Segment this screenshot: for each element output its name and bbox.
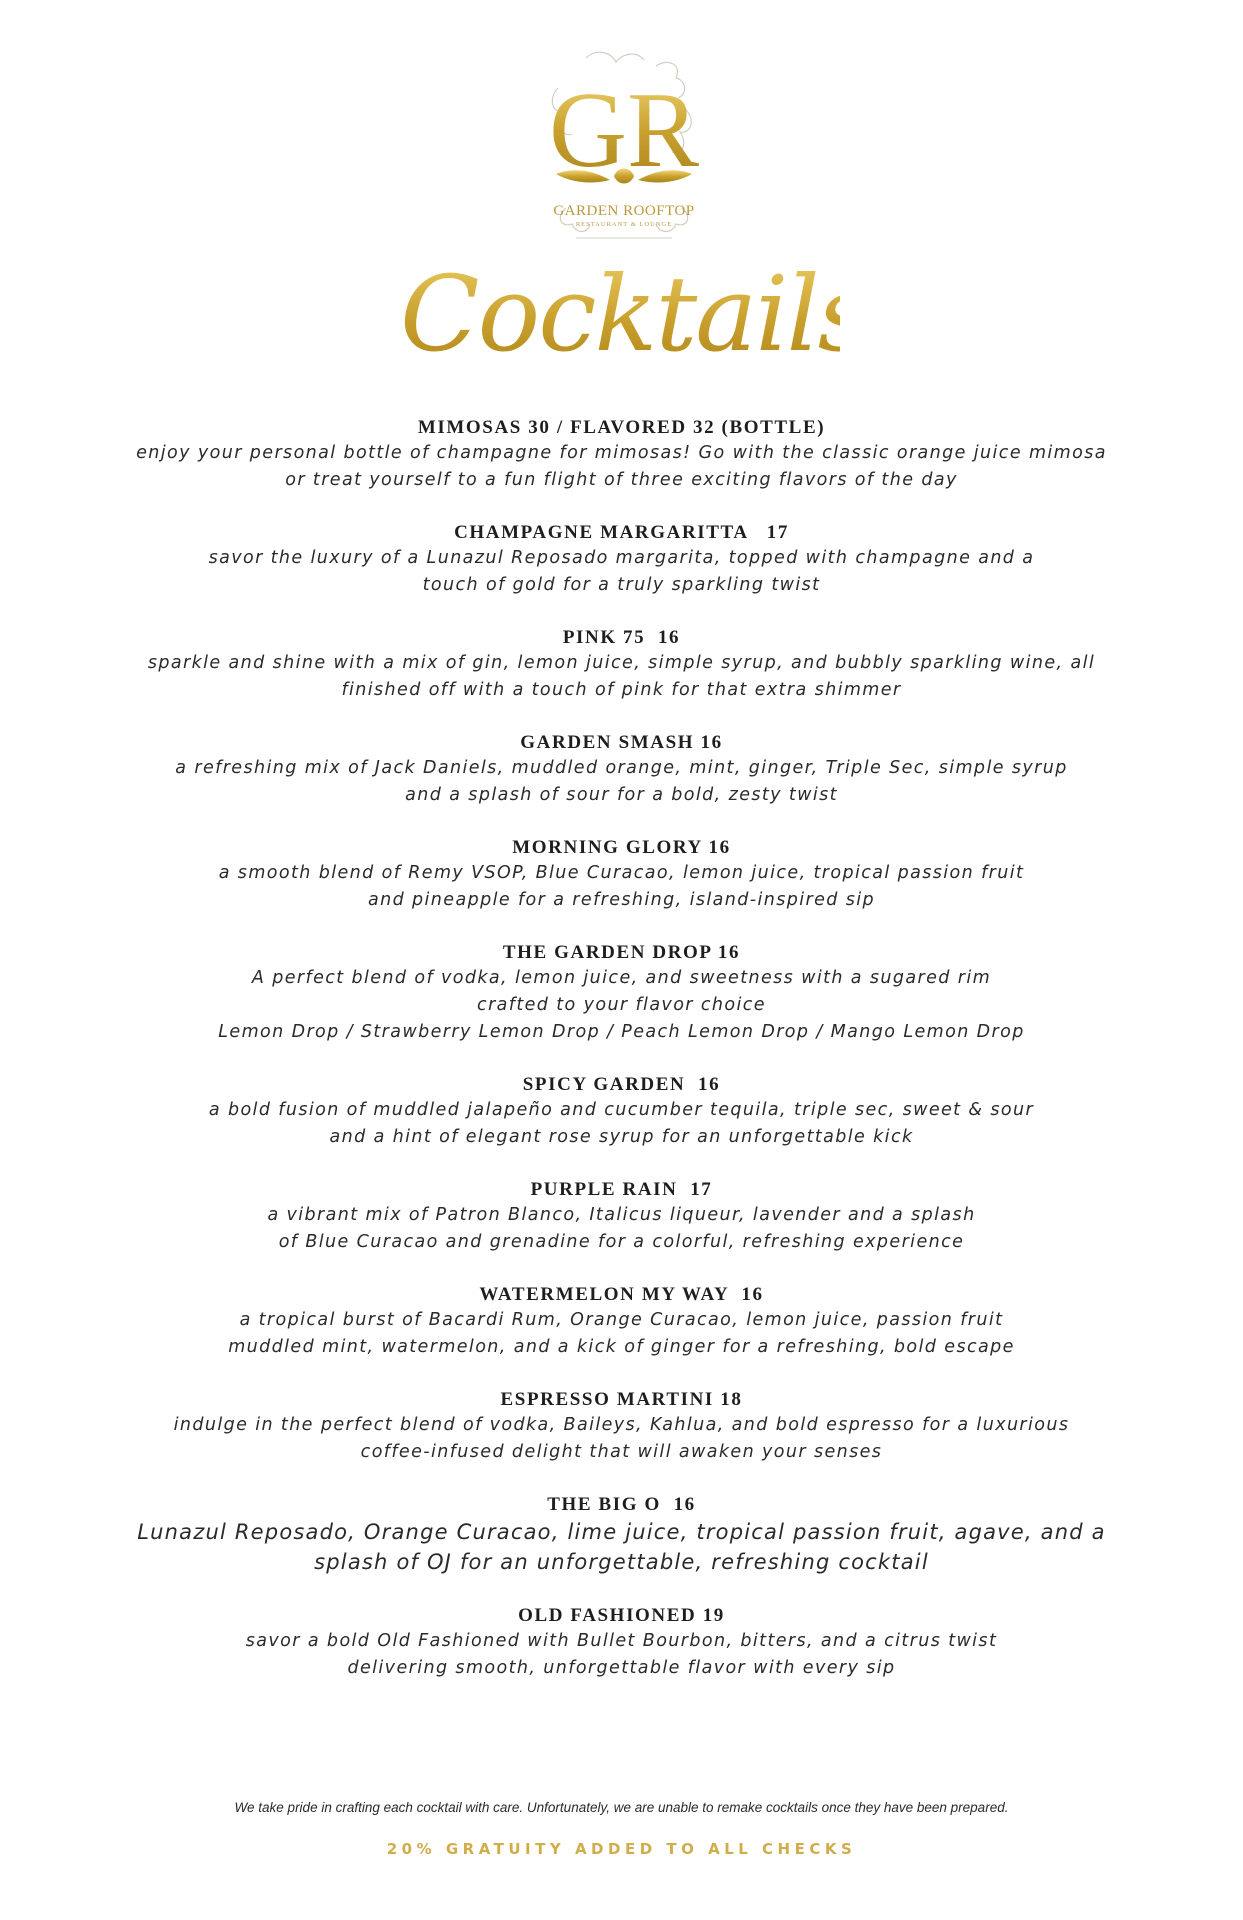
menu-item xyxy=(110,1283,1133,1361)
menu-item-description: a bold fusion of muddled jalapeño and cucumber tequila, triple sec, sweet & sour and a hint of elegant rose syrup for an unforgettable kick xyxy=(208,1100,1035,1147)
menu-item-name: THE BIG O 16 xyxy=(547,1494,696,1515)
menu-item xyxy=(110,521,1133,599)
menu-item-description: savor the luxury of a Lunazul Reposado margarita, topped with champagne and a touch of gold for a truly sparkling twist xyxy=(208,548,1035,595)
menu-item xyxy=(110,1073,1133,1151)
menu-item-name: MORNING GLORY 16 xyxy=(512,837,731,858)
menu-item xyxy=(110,1178,1133,1256)
menu-item xyxy=(110,731,1133,809)
menu-item xyxy=(110,416,1133,494)
menu-item xyxy=(110,1388,1133,1466)
menu-item xyxy=(110,626,1133,704)
menu-item-description: savor a bold Old Fashioned with Bullet Bourbon, bitters, and a citrus twist delivering smooth, unforgettable flavor with every sip xyxy=(245,1631,998,1678)
gratuity-notice: 20% GRATUITY ADDED TO ALL CHECKS xyxy=(386,1840,857,1858)
menu-item-description: a vibrant mix of Patron Blanco, Italicus liqueur, lavender and a splash of Blue Curacao and grenadine for a colorful, refreshing experience xyxy=(267,1205,976,1252)
menu-item-name: CHAMPAGNE MARGARITTA 17 xyxy=(454,522,789,543)
menu-item-options: Lemon Drop / Strawberry Lemon Drop / Peach Lemon Drop / Mango Lemon Drop xyxy=(218,1022,1025,1042)
menu-item xyxy=(110,1604,1133,1682)
menu-item-name: THE GARDEN DROP 16 xyxy=(502,942,741,963)
menu-item xyxy=(110,941,1133,1046)
menu-item-description: a smooth blend of Remy VSOP, Blue Curacao, lemon juice, tropical passion fruit and pineapple for a refreshing, island-inspired sip xyxy=(218,863,1025,910)
menu-item-name: PURPLE RAIN 17 xyxy=(530,1179,713,1200)
menu-item-name: GARDEN SMASH 16 xyxy=(520,732,723,753)
logo-monogram: GR xyxy=(548,71,700,190)
menu-item-description: sparkle and shine with a mix of gin, lemon juice, simple syrup, and bubbly sparkling wine, all finished off with a touch of pink for that extra shimmer xyxy=(147,653,1096,700)
footer-note: We take pride in crafting each cocktail with care. Unfortunately, we are unable to remake cocktails once they have been prepared. xyxy=(234,1800,1009,1815)
menu-item-description: indulge in the perfect blend of vodka, Baileys, Kahlua, and bold espresso for a luxurious coffee-infused delight that will awaken your senses xyxy=(173,1415,1070,1462)
menu-item-description: enjoy your personal bottle of champagne for mimosas! Go with the classic orange juice mimosa or treat yourself to a fun flight of three exciting flavors of the day xyxy=(136,443,1107,490)
menu-item xyxy=(110,836,1133,914)
logo-subtitle: RESTAURANT & LOUNGE xyxy=(575,221,673,228)
menu-item-name: SPICY GARDEN 16 xyxy=(522,1074,721,1095)
garden-rooftop-logo xyxy=(536,48,712,270)
menu-item-name: PINK 75 16 xyxy=(562,627,681,648)
cocktail-menu xyxy=(110,416,1133,1709)
menu-item-description: Lunazul Reposado, Orange Curacao, lime juice, tropical passion fruit, agave, and a splash of OJ for an unforgettable, refreshing cocktail xyxy=(137,1520,1106,1574)
menu-item-description: A perfect blend of vodka, lemon juice, and sweetness with a sugared rim crafted to your flavor choice xyxy=(251,968,992,1015)
page-title: Cocktails xyxy=(400,253,870,375)
menu-item-description: a tropical burst of Bacardi Rum, Orange Curacao, lemon juice, passion fruit muddled mint, watermelon, and a kick of ginger for a refreshing, bold escape xyxy=(228,1310,1015,1357)
menu-item xyxy=(110,1493,1133,1577)
menu-item-name: WATERMELON MY WAY 16 xyxy=(479,1284,764,1305)
logo-name: GARDEN ROOFTOP xyxy=(553,203,695,219)
menu-item-name: OLD FASHIONED 19 xyxy=(518,1605,725,1626)
menu-item-name: ESPRESSO MARTINI 18 xyxy=(500,1389,743,1410)
menu-item-name: MIMOSAS 30 / FLAVORED 32 (BOTTLE) xyxy=(417,417,826,438)
menu-item-description: a refreshing mix of Jack Daniels, muddled orange, mint, ginger, Triple Sec, simple syrup and a splash of sour for a bold, zesty twist xyxy=(175,758,1068,805)
